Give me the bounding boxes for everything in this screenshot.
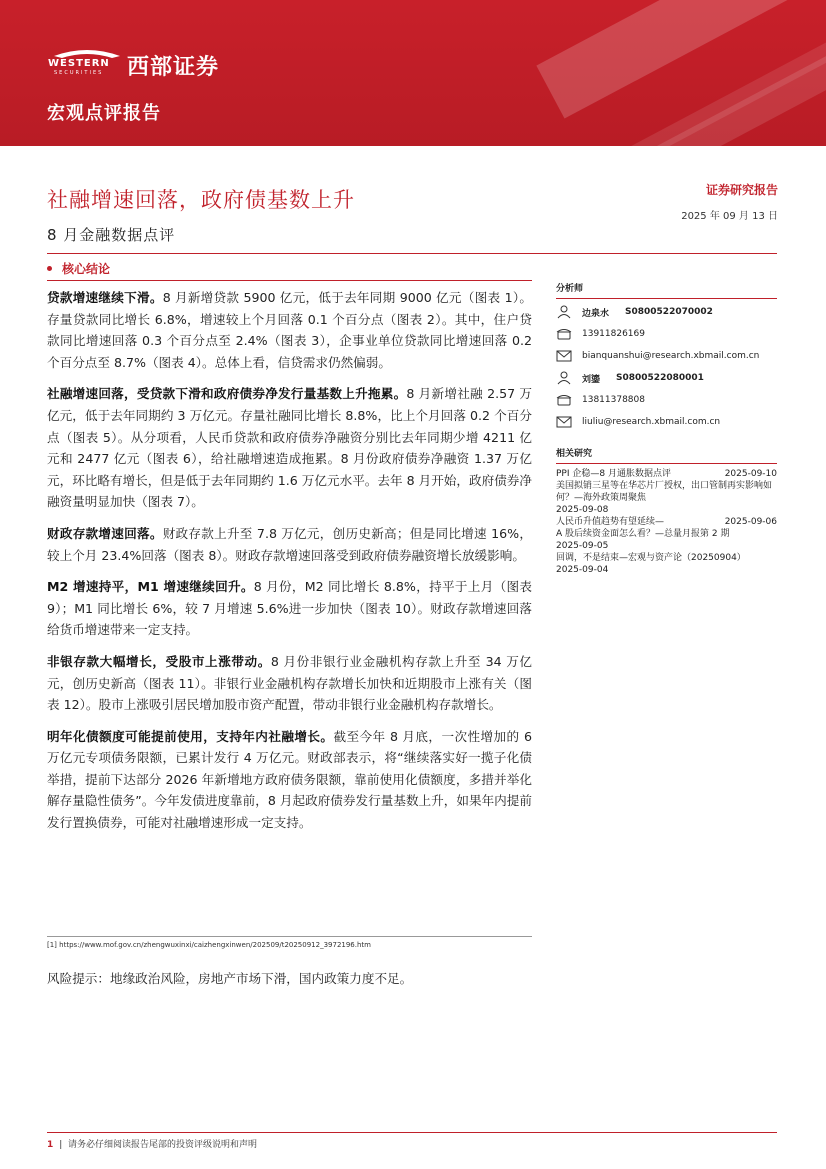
- email-icon: [556, 415, 572, 429]
- email-icon: [556, 349, 572, 363]
- email-link[interactable]: bianquanshui@research.xbmail.com.cn: [582, 351, 760, 361]
- related-heading: 相关研究: [556, 446, 777, 464]
- paragraph: 社融增速回落，受贷款下滑和政府债券净发行量基数上升拖累。8 月新增社融 2.57 万亿元，低于去年同期约 3 万亿元。存量社融同比增长 8.8%，比上个月回落 0.2 个百分点（图表 5）。从分项看，人民币贷款和政府债券净融资分别比去年同期少增 4211 亿元和 2477 亿元（图表 6），给社融增速造成拖累。8 月份政府债券净融资 1.37 万亿元，环比略有增长，但是低于去年同期约 1.6 万亿元水平。去年 8 月开始，政府债券净融资量明显加快（图表 7）。: [47, 386, 532, 510]
- analyst-email-row: [556, 413, 777, 431]
- paragraph: 贷款增速继续下滑。8 月新增贷款 5900 亿元，低于去年同期 9000 亿元（图表 1）。存量贷款同比增长 6.8%，增速较上个月回落 0.1 个百分点（图表 2）。其中，住户贷款同比增速回落 0.3 个百分点至 2.4%（图表 3），企事业单位贷款同比增速回落 0.2 个百分点至 8.7%（图表 4）。总体上看，信贷需求仍然偏弱。: [47, 290, 532, 370]
- analyst-phone-row: 13811378808: [556, 391, 777, 409]
- report-date: 2025 年 09 月 13 日: [681, 211, 778, 222]
- report-category: 证券研究报告: [705, 183, 778, 197]
- analyst-panel: [556, 281, 777, 431]
- report-title: 社融增速回落，政府债基数上升: [47, 188, 355, 212]
- page-footer: [47, 1137, 257, 1150]
- footnote-divider: [47, 936, 532, 937]
- main-content: [47, 287, 532, 844]
- paragraph: 非银存款大幅增长，受股市上涨带动。8 月份非银行业金融机构存款上升至 34 万亿元，创历史新高（图表 11）。非银行业金融机构存款增长加快和近期股市上涨有关（图表 12）。股市上涨吸引居民增加股市资产配置，带动非银行业金融机构存款增长。: [47, 653, 532, 713]
- analyst-row: 刘鎏 S0800522080001: [556, 369, 777, 387]
- footer-sep: |: [59, 1140, 69, 1150]
- paragraph: M2 增速持平，M1 增速继续回升。8 月份，M2 同比增长 8.8%，持平于上月（图表 9）；M1 同比增长 6%，较 7 月增速 5.6%进一步加快（图表 10）。财政存款增速回落给货币增速带来一定支持。: [47, 579, 532, 638]
- logo-chinese: 西部证券: [127, 55, 220, 80]
- paragraph: 明年化债额度可能提前使用，支持年内社融增长。截至今年 8 月底，一次性增加的 6 万亿元专项债务限额，已累计发行 4 万亿元。财政部表示，将“继续落实好一揽子化债举措，提前下达部分 2026 年新增地方政府债务限额，靠前使用化债额度，多措并举化解存量隐性债务”。今年发债进度靠前，8 月起政府债券发行量基数上升，如果年内提前发行置换债券，可能对社融增速形成一定支持。: [47, 728, 533, 831]
- analyst-phone-row: 13911826169: [556, 325, 777, 343]
- report-type: 宏观点评报告: [47, 103, 161, 124]
- person-icon: [556, 371, 572, 385]
- analyst-email-row: [556, 347, 777, 365]
- report-subtitle: 8 月金融数据点评: [47, 226, 176, 244]
- bullet-icon: [47, 266, 52, 271]
- section-divider: [47, 280, 532, 281]
- related-item[interactable]: PPI 企稳—8 月通胀数据点评 2025-09-10: [556, 469, 777, 479]
- related-research-panel: [556, 446, 777, 576]
- related-item[interactable]: 回调，不是结束—宏观与资产论（20250904） 2025-09-04: [556, 553, 746, 575]
- analyst-heading: 分析师: [556, 281, 777, 299]
- related-item[interactable]: 人民币升值趋势有望延续— 2025-09-06: [556, 517, 777, 527]
- phone-icon: [556, 327, 572, 341]
- footer-divider: [47, 1132, 777, 1133]
- paragraph: 财政存款增速回落。财政存款上升至 7.8 万亿元，创历史新高；但是同比增速 16%，较上个月 23.4%回落（图表 8）。财政存款增速回落受到政府债券融资增长放缓影响。: [47, 525, 532, 563]
- footer-disclaimer: 请务必仔细阅读报告尾部的投资评级说明和声明: [68, 1140, 258, 1150]
- related-item[interactable]: A 股后续资金面怎么看？—总量月报第 2 期 2025-09-05: [556, 529, 730, 551]
- title-divider: [47, 253, 777, 254]
- logo-english-sub: SECURITIES: [54, 70, 104, 76]
- person-icon: [556, 305, 572, 319]
- logo-english: WESTERN: [48, 58, 110, 69]
- related-item[interactable]: 美国拟销三星等在华芯片厂授权，出口管制再实影响如何？—海外政策周聚焦 2025-09-08: [556, 481, 773, 515]
- analyst-row: 边泉水 S0800522070002: [556, 303, 777, 321]
- risk-warning: 风险提示：地缘政治风险，房地产市场下滑，国内政策力度不足。: [47, 971, 413, 986]
- page-header: [0, 0, 826, 146]
- page-number: 1: [47, 1140, 54, 1150]
- section-title: 核心结论: [47, 260, 110, 277]
- email-link[interactable]: liuliu@research.xbmail.com.cn: [582, 417, 721, 427]
- footnote-link[interactable]: [1] https://www.mof.gov.cn/zhengwuxinxi/caizhengxinwen/202509/t20250912_3972196.htm: [47, 941, 371, 949]
- phone-icon: [556, 393, 572, 407]
